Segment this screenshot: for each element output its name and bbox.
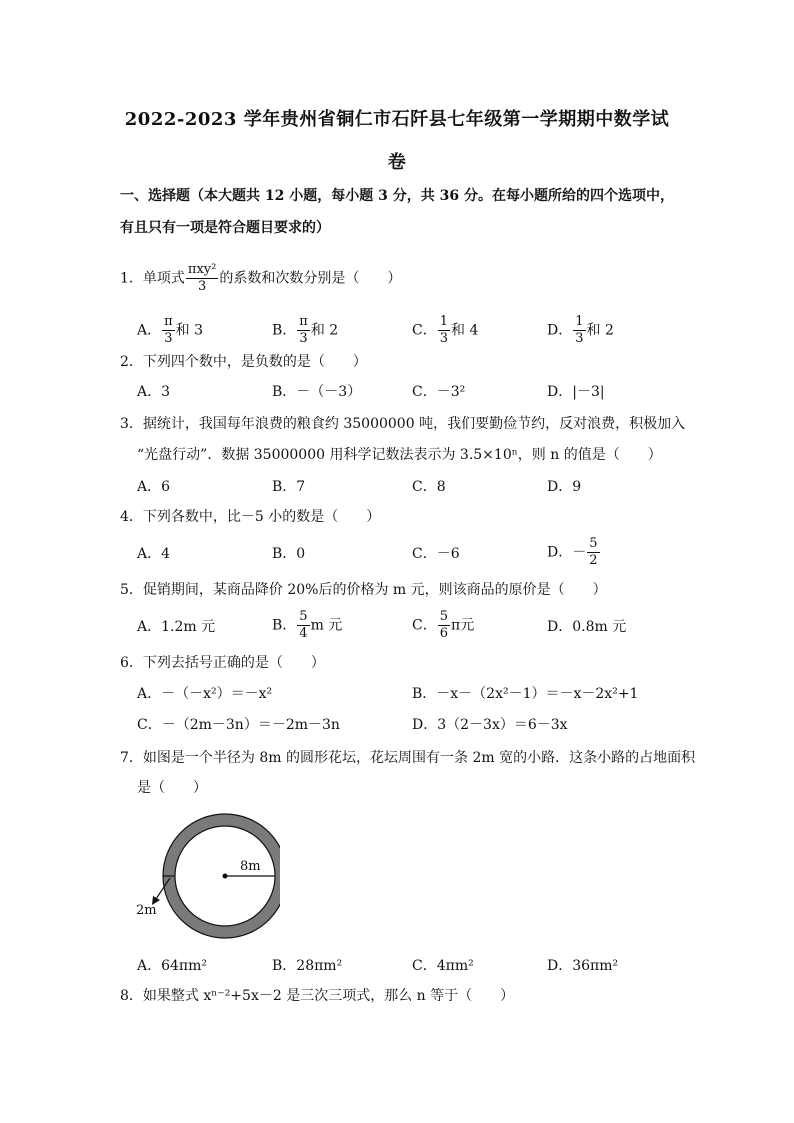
q2-option-d: D．|－3| bbox=[547, 384, 605, 400]
q1-prefix: 1．单项式 bbox=[120, 270, 185, 287]
question-4: 4．下列各数中，比－5 小的数是（ ） bbox=[120, 509, 381, 525]
question-5: 5．促销期间，某商品降价 20%后的价格为 m 元，则该商品的原价是（ ） bbox=[120, 582, 607, 598]
q6-option-c: C．－（2m－3n）＝－2m－3n bbox=[137, 717, 340, 733]
question-3-line1: 3．据统计，我国每年浪费的粮食约 35000000 吨，我们要勤俭节约，反对浪费，积极加入 bbox=[120, 416, 686, 432]
q3-option-b: B．7 bbox=[272, 479, 306, 495]
q4-option-d: D．－ $\frac{5}{2}$ bbox=[547, 536, 598, 568]
q2-option-b: B．－（－3） bbox=[272, 384, 362, 400]
question-7-line1: 7．如图是一个半径为 8m 的圆形花坛，花坛周围有一条 2m 宽的小路．这条小路的占地面积 bbox=[120, 750, 696, 766]
question-3-line2: “光盘行动”．数据 35000000 用科学记数法表示为 3.5×10ⁿ，则 n 的值是（ ） bbox=[137, 447, 662, 463]
q2-option-c: C．－3² bbox=[412, 384, 466, 400]
q1-option-a: A． $\frac{\pi}{3}$ 和 3 bbox=[137, 314, 204, 346]
q5-option-a: A．1.2m 元 bbox=[137, 619, 216, 635]
q7-option-b: B．28πm² bbox=[272, 958, 343, 974]
question-2: 2．下列四个数中，是负数的是（ ） bbox=[120, 354, 367, 370]
q6-option-b: B．－x－（2x²－1）＝－x－2x²+1 bbox=[412, 686, 639, 702]
q6-option-d: D．3（2－3x）＝6－3x bbox=[412, 717, 568, 733]
q4-option-b: B．0 bbox=[272, 546, 306, 562]
q2-option-a: A．3 bbox=[137, 384, 171, 400]
q3-option-d: D．9 bbox=[547, 479, 582, 495]
question-7-line2: 是（ ） bbox=[137, 780, 207, 796]
q5-option-d: D．0.8m 元 bbox=[547, 619, 627, 635]
q1-option-b: B． $\frac{\pi}{3}$ 和 2 bbox=[272, 314, 339, 346]
q6-option-a: A．－（－x²）＝－x² bbox=[137, 686, 273, 702]
q1-fraction: $\frac{\text{πxy²}}{3}$ bbox=[187, 262, 217, 294]
q5-option-b: B． $\frac{5}{4}$ m 元 bbox=[272, 609, 343, 641]
question-8: 8．如果整式 xⁿ⁻²+5x－2 是三次三项式，那么 n 等于（ ） bbox=[120, 988, 515, 1004]
q1-option-c: C． $\frac{1}{3}$ 和 4 bbox=[412, 314, 479, 346]
q5-option-c: C． $\frac{5}{6}$ π元 bbox=[412, 609, 475, 641]
q4-option-a: A．4 bbox=[137, 546, 171, 562]
question-1 bbox=[120, 262, 401, 295]
q7-option-d: D．36πm² bbox=[547, 958, 619, 974]
question-6: 6．下列去括号正确的是（ ） bbox=[120, 655, 325, 671]
ring-figure bbox=[130, 808, 280, 948]
radius-label: 8m bbox=[240, 859, 261, 874]
q4-option-c: C．－6 bbox=[412, 546, 460, 562]
exam-title-line2: 卷 bbox=[387, 152, 407, 173]
exam-title-line1: 2022-2023 学年贵州省铜仁市石阡县七年级第一学期期中数学试 bbox=[124, 109, 670, 130]
q1-suffix: 的系数和次数分别是（ ） bbox=[219, 270, 402, 287]
section-heading: 一、选择题（本大题共 12 小题，每小题 3 分，共 36 分。在每小题所给的四个选项中，有且只有一项是符合题目要求的） bbox=[120, 188, 674, 236]
q7-option-a: A．64πm² bbox=[137, 958, 208, 974]
q7-option-c: C．4πm² bbox=[412, 958, 474, 974]
q3-option-a: A．6 bbox=[137, 479, 171, 495]
width-label: 2m bbox=[136, 903, 157, 918]
q3-option-c: C．8 bbox=[412, 479, 446, 495]
q1-option-d: D． $\frac{1}{3}$ 和 2 bbox=[547, 314, 614, 346]
